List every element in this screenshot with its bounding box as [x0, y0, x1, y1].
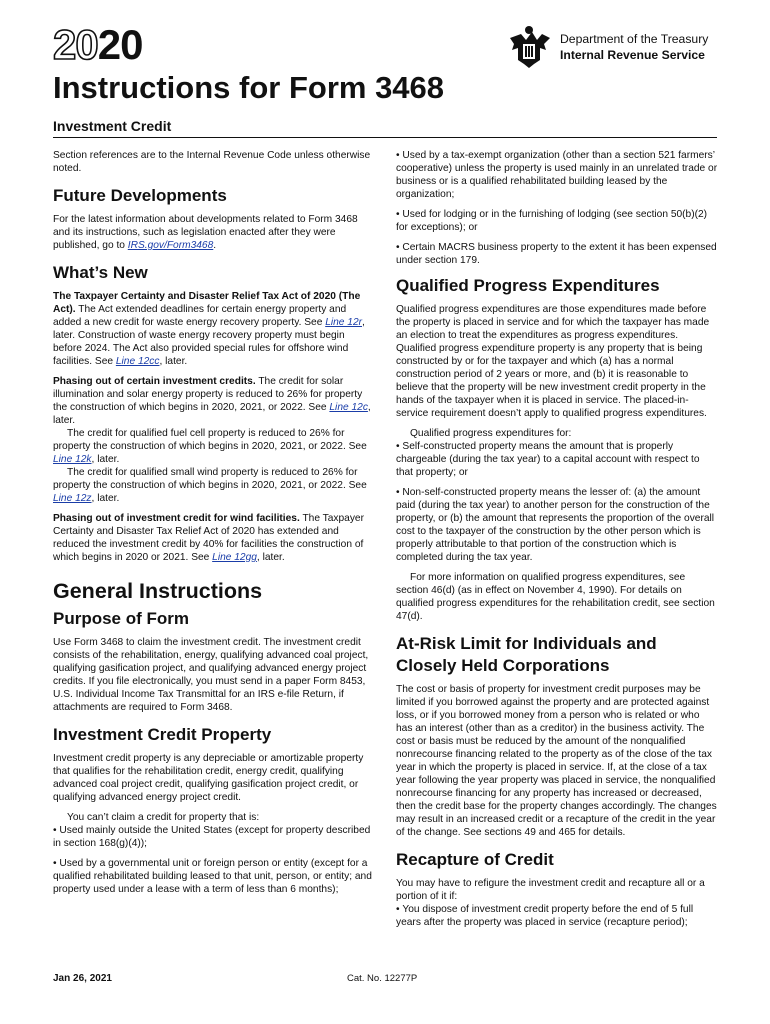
qpe-heading: Qualified Progress Expenditures — [396, 276, 660, 295]
small-wind-paragraph: The credit for qualified small wind property is reduced to 26% for property the construction of which begins in 2020, 2021, or 2022. See Line 12z, later. — [53, 467, 367, 504]
at-risk-text: The cost or basis of property for investment credit purposes may be limited if you borrowed against the property and are protected against loss, or if you borrowed money from a person who is related or who has an interest (other than as a creditor) in the business activity. The cost or basis must be reduced by the amount of the nonqualified nonrecourse financing related to the property as of the close of the tax year in which the property is placed in service. If, at the close of a tax year following the year property was placed in service, the nonqualified nonrecourse financing for any property has increased or decreased, then the credit base for the property changes accordingly. The changes may result in an increased credit or a recapture of the credit in the year of the change. See sections 49 and 465 for details. — [396, 684, 717, 838]
left-bullet-1: • Used mainly outside the United States (except for property described in section 168(g)(4)); — [53, 824, 375, 850]
line-12k-link[interactable]: Line 12k — [53, 454, 92, 465]
purpose-heading: Purpose of Form — [53, 609, 190, 628]
qpe-bullet-1: • Self-constructed property means the amount that is properly chargeable (during the tax year) to a capital account with respect to that property; or — [396, 440, 718, 479]
right-bullet-3: • Certain MACRS business property to the extent it has been expensed under section 179. — [396, 241, 718, 267]
footer-date: Jan 26, 2021 — [53, 973, 112, 984]
irs-eagle-logo-icon — [506, 24, 552, 70]
page-title: Instructions for Form 3468 — [53, 70, 445, 105]
intro-text: Section references are to the Internal Revenue Code unless otherwise noted. — [53, 150, 371, 174]
future-developments-text: For the latest information about developments related to Form 3468 and its instructions, such as legislation enacted after they were published, go to IRS.gov/Form3468. — [53, 214, 358, 251]
qpe-bullet-2: • Non-self-constructed property means the lesser of: (a) the amount paid (during the tax year) to another person for the construction of the property, or (b) the amount that represents the proportion of the overall cost to the taxpayer of the construction by the other person which is properly attributable to that portion of the construction which is completed during the tax year. — [396, 486, 718, 564]
recapture-bullet-1: • You dispose of investment credit property before the end of 5 full years after the property was placed in service (recapture period); — [396, 903, 718, 929]
future-developments-heading: Future Developments — [53, 186, 227, 205]
left-column — [53, 149, 375, 903]
year-solid: 20 — [97, 21, 143, 68]
act-paragraph: The Taxpayer Certainty and Disaster Relief Tax Act of 2020 (The Act). The Act extended deadlines for certain energy property and added a new credit for waste energy recovery property. See Line 12r, later. Construction of waste energy recovery property must begin before 2024. The Act also provided special rules for offshore wind facilities. See Line 12cc, later. — [53, 291, 365, 367]
agency-department: Department of the Treasury — [560, 32, 709, 46]
line-12r-link[interactable]: Line 12r — [325, 317, 363, 328]
right-column — [396, 149, 718, 936]
left-bullet-2: • Used by a governmental unit or foreign person or entity (except for a qualified rehabilitated building leased to that unit, person, or entity; and property used under a lease with a term of less than 6 months); — [53, 857, 375, 896]
at-risk-heading: At-Risk Limit for Individuals and Closely Held Corporations — [396, 634, 657, 675]
header-divider — [53, 137, 717, 138]
recapture-text: You may have to refigure the investment credit and recapture all or a portion of it if: — [396, 878, 705, 902]
page-subtitle: Investment Credit — [53, 118, 172, 134]
form-year — [53, 21, 143, 68]
right-bullet-1: • Used by a tax-exempt organization (other than a section 521 farmers’ cooperative) unless the property is used mainly in an unrelated trade or business or is a qualified rehabilitated building leased by the organization; — [396, 149, 718, 201]
fuel-cell-paragraph: The credit for qualified fuel cell property is reduced to 26% for property the construction of which begins in 2020, 2021, or 2022. See Line 12k, later. — [53, 428, 367, 465]
phasing-paragraph: Phasing out of certain investment credits. The credit for solar illumination and solar energy property is reduced to 26% for property the construction of which begins in 2020, 2021, or 2022. See Line 12c, later. — [53, 376, 371, 426]
line-12z-link[interactable]: Line 12z — [53, 493, 92, 504]
year-outline: 20 — [53, 21, 98, 68]
purpose-text: Use Form 3468 to claim the investment credit. The investment credit consists of the rehabilitation, energy, qualifying advanced coal project, qualifying gasification project, and qualifying advanced energy project credits. If you file electronically, you must send in a paper Form 8453, U.S. Individual Income Tax Transmittal for an IRS e-file Return, if attachments are required to Form 3468. — [53, 637, 369, 713]
qpe-more-text: For more information on qualified progress expenditures, see section 46(d) (as in effect on November 4, 1990). For details on qualified progress expenditures for the rehabilitation credit, see section 47(d). — [396, 572, 715, 622]
investment-property-text: Investment credit property is any depreciable or amortizable property that qualifies for the rehabilitation credit, energy credit, qualifying advanced coal project credit, qualifying gasification project credit, or qualifying advanced energy project credit. — [53, 753, 364, 803]
wind-facilities-paragraph: Phasing out of investment credit for wind facilities. The Taxpayer Certainty and Disaster Tax Relief Act of 2020 has extended and reduced the investment credit by 40% for facilities the construction of which begins in 2020 or 2021. See Line 12gg, later. — [53, 513, 364, 563]
right-bullet-2: • Used for lodging or in the furnishing of lodging (see section 50(b)(2) for exceptions); or — [396, 208, 718, 234]
line-12cc-link[interactable]: Line 12cc — [115, 356, 160, 367]
general-instructions-heading: General Instructions — [53, 579, 263, 603]
form3468-link[interactable]: IRS.gov/Form3468 — [127, 240, 214, 251]
qpe-for-text: Qualified progress expenditures for: — [410, 428, 572, 439]
investment-property-heading: Investment Credit Property — [53, 725, 272, 744]
agency-block — [560, 31, 708, 63]
whats-new-heading: What’s New — [53, 263, 148, 282]
cannot-claim-text: You can’t claim a credit for property that is: — [67, 812, 260, 823]
agency-irs: Internal Revenue Service — [560, 48, 705, 62]
line-12c-link[interactable]: Line 12c — [329, 402, 368, 413]
line-12gg-link[interactable]: Line 12gg — [212, 552, 257, 563]
recapture-heading: Recapture of Credit — [396, 850, 554, 869]
qpe-text: Qualified progress expenditures are those expenditures made before the property is placed in service and for which the taxpayer has made an election to treat the expenditures as progress expenditures. Qualified progress expenditure property is any property that is being constructed by or for the taxpayer and which (a) has a normal construction period of 2 years or more, and (b) it is reasonable to believe that the property will be new investment credit property in the hands of the taxpayer when it is placed in service. The placed-in-service requirement doesn’t apply to qualified progress expenditures. — [396, 304, 710, 419]
footer-catalog-number: Cat. No. 12277P — [347, 973, 418, 984]
